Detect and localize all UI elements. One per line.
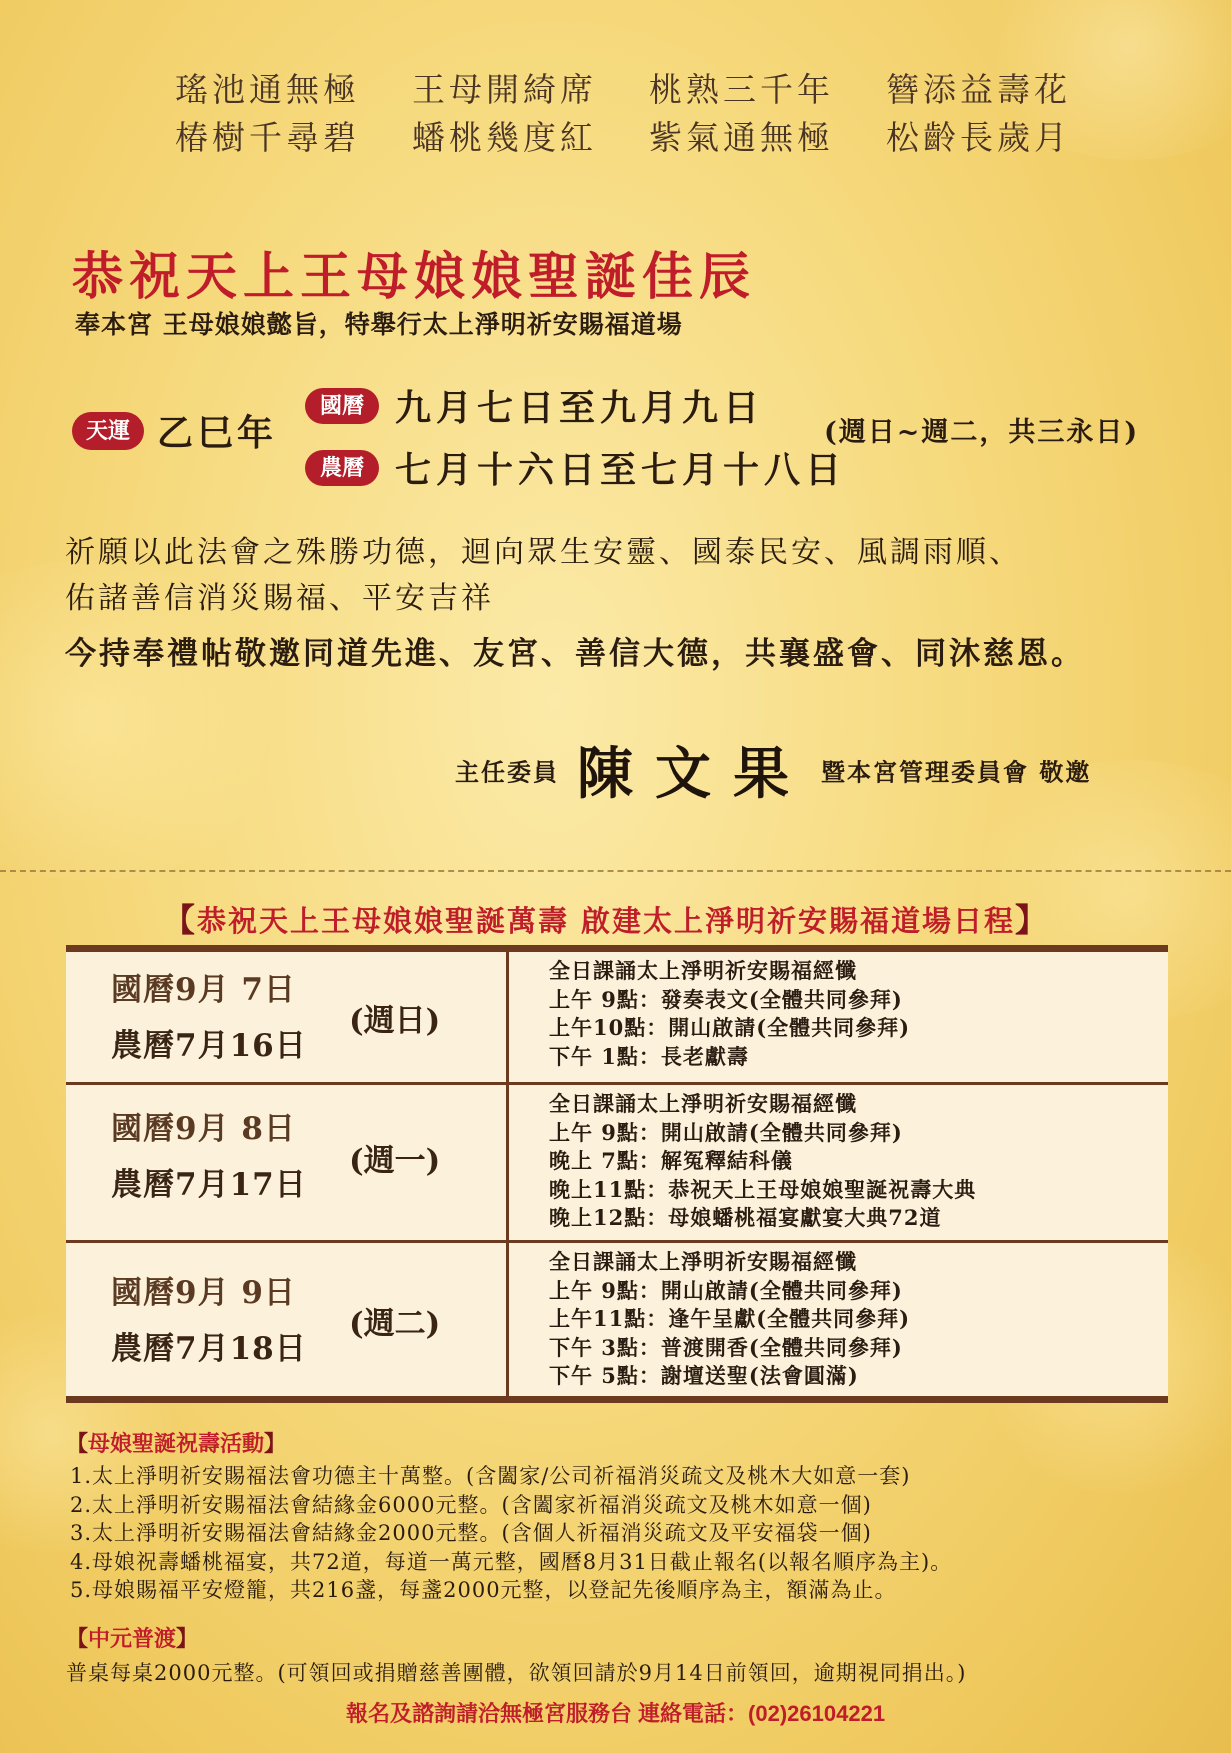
solar-date: 國曆9月 9日 — [111, 1275, 296, 1311]
poem-phrase: 松齡長歲月 — [886, 118, 1071, 157]
activity-item: 2.太上淨明祈安賜福法會結緣金6000元整。(含闔家祈福消災疏文及桃木如意一個) — [70, 1492, 872, 1517]
activities-title — [66, 1427, 286, 1458]
schedule-table — [66, 945, 1168, 1403]
main-title: 恭祝天上王母娘娘聖誕佳辰 — [72, 247, 757, 307]
poem-phrase: 瑤池通無極 — [175, 70, 360, 109]
poem-phrase: 椿樹千尋碧 — [175, 118, 360, 157]
event-list — [549, 957, 910, 1071]
lunar-date: 農曆7月16日 — [111, 1028, 307, 1064]
activity-item: 3.太上淨明祈安賜福法會結緣金2000元整。(含個人祈福消災疏文及平安福袋一個) — [70, 1521, 872, 1545]
event-item: 晚上12點：母娘蟠桃福宴獻宴大典72道 — [549, 1205, 942, 1230]
activity-item: 1.太上淨明祈安賜福法會功德主十萬整。(含闔家/公司祈福消災疏文及桃木大如意一套) — [70, 1464, 911, 1488]
solar-date-row — [305, 380, 764, 431]
schedule-row — [66, 952, 1168, 1082]
pudu-title-text: 中元普渡 — [88, 1626, 177, 1652]
bracket-left: 【 — [162, 901, 197, 939]
signature-org: 暨本宮管理委員會 敬邀 — [821, 757, 1092, 787]
tianyun-badge: 天運 — [72, 412, 144, 450]
event-item: 下午 5點：謝壇送聖(法會圓滿) — [549, 1363, 859, 1388]
poem-phrase: 簪添益壽花 — [886, 70, 1071, 109]
signature-role: 主任委員 — [455, 757, 559, 787]
contact-info: 報名及諮詢請洽無極宮服務台 連絡電話：(02)26104221 — [345, 1701, 886, 1726]
lunar-date: 農曆7月17日 — [111, 1167, 307, 1203]
event-item: 上午 9點：發奏表文(全體共同參拜) — [549, 986, 903, 1012]
weekday: (週日) — [349, 1003, 441, 1039]
solar-date: 九月七日至九月九日 — [395, 387, 765, 429]
schedule-title — [66, 895, 1146, 941]
event-item: 晚上 7點：解冤釋結科儀 — [549, 1148, 793, 1173]
poem-line-1 — [175, 66, 1123, 114]
poem-phrase: 王母開綺席 — [412, 70, 597, 109]
pudu-text: 普桌每桌2000元整。(可領回或捐贈慈善團體，欲領回請於9月14日前領回，逾期視同捐出。) — [66, 1661, 967, 1685]
event-item: 下午 1點：長老獻壽 — [549, 1043, 749, 1069]
activities-title-text: 母娘聖誕祝壽活動 — [88, 1431, 265, 1457]
subtitle: 奉本宮 王母娘娘懿旨，特舉行太上淨明祈安賜福道場 — [75, 310, 683, 339]
date-cell — [111, 1101, 307, 1213]
prayer-line: 祈願以此法會之殊勝功德，迴向眾生安靈、國泰民安、風調雨順、 — [65, 535, 1022, 570]
signature-name: 陳文果 — [577, 741, 811, 807]
lunar-date-row — [305, 442, 846, 493]
prayer-text — [65, 530, 1022, 622]
event-item: 上午 9點：開山啟請(全體共同參拜) — [549, 1119, 903, 1145]
signature — [455, 730, 1091, 810]
poem-phrase: 紫氣通無極 — [649, 118, 834, 157]
poem-phrase: 桃熟三千年 — [649, 70, 834, 109]
schedule-title-text: 恭祝天上王母娘娘聖誕萬壽 啟建太上淨明祈安賜福道場日程 — [196, 904, 1016, 938]
event-item: 上午11點：逢午呈獻(全體共同參拜) — [549, 1306, 911, 1331]
solar-date: 國曆9月 7日 — [111, 972, 296, 1008]
bracket-right: 】 — [264, 1431, 287, 1457]
activity-item: 5.母娘賜福平安燈籠，共216盞，每盞2000元整，以登記先後順序為主，額滿為止。 — [70, 1578, 897, 1602]
event-item: 全日課誦太上淨明祈安賜福經懺 — [549, 958, 857, 983]
lunar-badge: 農曆 — [305, 450, 379, 486]
activity-item: 4.母娘祝壽蟠桃福宴，共72道，每道一萬元整，國曆8月31日截止報名(以報名順序為主)。 — [70, 1549, 953, 1574]
bracket-left: 【 — [66, 1431, 89, 1457]
event-item: 晚上11點：恭祝天上王母娘娘聖誕祝壽大典 — [549, 1176, 977, 1202]
event-item: 上午10點：開山啟請(全體共同參拜) — [549, 1015, 911, 1040]
bracket-right: 】 — [1015, 901, 1050, 939]
event-item: 下午 3點：普渡開香(全體共同參拜) — [549, 1334, 903, 1360]
weekday: (週二) — [349, 1306, 441, 1342]
event-item: 全日課誦太上淨明祈安賜福經懺 — [549, 1091, 857, 1116]
date-cell — [111, 1265, 307, 1377]
invite-text: 今持奉禮帖敬邀同道先進、友宮、善信大德，共襄盛會、同沐慈恩。 — [65, 636, 1085, 672]
year-text: 乙巳年 — [157, 412, 278, 454]
event-item: 上午 9點：開山啟請(全體共同參拜) — [549, 1277, 903, 1303]
schedule-row — [66, 1085, 1168, 1240]
bracket-right: 】 — [176, 1626, 199, 1652]
solar-date: 國曆9月 8日 — [111, 1111, 296, 1147]
dashed-divider — [0, 870, 1231, 872]
event-list — [549, 1248, 910, 1391]
activities-list — [70, 1462, 952, 1605]
event-item: 全日課誦太上淨明祈安賜福經懺 — [549, 1249, 857, 1274]
prayer-line: 佑諸善信消災賜福、平安吉祥 — [65, 581, 494, 616]
poem-phrase: 蟠桃幾度紅 — [412, 118, 597, 157]
lunar-date: 農曆7月18日 — [111, 1331, 307, 1367]
date-cell — [111, 962, 307, 1074]
event-list — [549, 1090, 976, 1233]
weekday: (週一) — [349, 1143, 441, 1179]
days-note: (週日~週二，共三永日) — [824, 417, 1140, 448]
pudu-title — [66, 1622, 198, 1653]
schedule-row — [66, 1243, 1168, 1396]
lunar-date: 七月十六日至七月十八日 — [395, 449, 847, 491]
poem-line-2 — [175, 114, 1123, 162]
bracket-left: 【 — [66, 1626, 89, 1652]
poem-block — [175, 66, 1123, 162]
solar-badge: 國曆 — [305, 388, 379, 424]
